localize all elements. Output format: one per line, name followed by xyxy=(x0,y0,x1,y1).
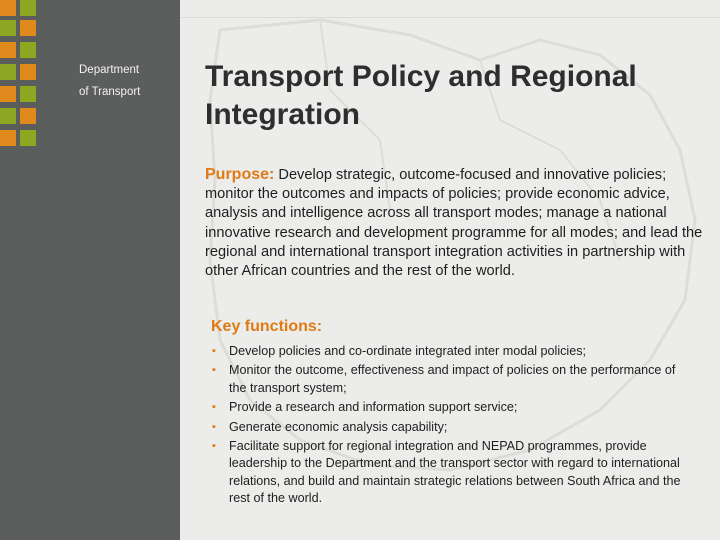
orange-square xyxy=(0,42,16,58)
sidebar xyxy=(0,0,180,540)
green-square xyxy=(20,86,36,102)
list-item xyxy=(212,419,692,436)
orange-square xyxy=(20,64,36,80)
list-item xyxy=(212,362,692,397)
green-square xyxy=(0,64,16,80)
list-item-text: Facilitate support for regional integration and NEPAD programmes, provide leadership to the Department and the transport sector with regard to international relations, and build and maintain strategic relations between South Africa and the rest of the world. xyxy=(229,439,681,506)
page-title xyxy=(205,58,705,134)
orange-square xyxy=(0,0,16,16)
department-sublabel: of Transport xyxy=(79,86,141,98)
orange-square xyxy=(20,20,36,36)
purpose-text: Develop strategic, outcome-focused and innovative policies; monitor the outcomes and impacts of policies; provide economic advice, analysis and intelligence across all transport modes; manage a national innovative research and development programme for all modes; and lead the regional and international transport integration activities in partnership with other African countries and the rest of the world. xyxy=(205,167,703,280)
orange-square xyxy=(0,130,16,146)
bullet-icon: ▪ xyxy=(212,364,216,377)
list-item xyxy=(212,343,692,360)
purpose-label: Purpose: xyxy=(205,166,275,183)
bullet-icon: ▪ xyxy=(212,345,216,357)
orange-square xyxy=(0,86,16,102)
list-item-text: Monitor the outcome, effectiveness and impact of policies on the performance of the transport system; xyxy=(229,363,676,395)
purpose-paragraph xyxy=(205,165,705,281)
list-item xyxy=(212,399,692,416)
key-functions-heading: Key functions: xyxy=(211,318,323,335)
green-square xyxy=(0,108,16,124)
orange-square xyxy=(20,108,36,124)
list-item-text: Generate economic analysis capability; xyxy=(229,419,448,434)
bullet-icon: ▪ xyxy=(212,440,216,453)
list-item-text: Provide a research and information support service; xyxy=(229,400,518,415)
bullet-icon: ▪ xyxy=(212,420,216,433)
title-line: Integration xyxy=(205,98,360,131)
bullet-icon: ▪ xyxy=(212,401,216,414)
department-label: Department xyxy=(79,64,140,76)
list-item xyxy=(212,438,692,508)
green-square xyxy=(20,0,36,16)
title-line: Transport Policy and Regional xyxy=(205,60,637,93)
decorative-squares xyxy=(0,0,40,150)
green-square xyxy=(20,130,36,146)
green-square xyxy=(0,20,16,36)
green-square xyxy=(20,42,36,58)
key-functions-list xyxy=(212,343,692,510)
list-item-text: Develop policies and co-ordinate integrated inter modal policies; xyxy=(229,344,587,358)
